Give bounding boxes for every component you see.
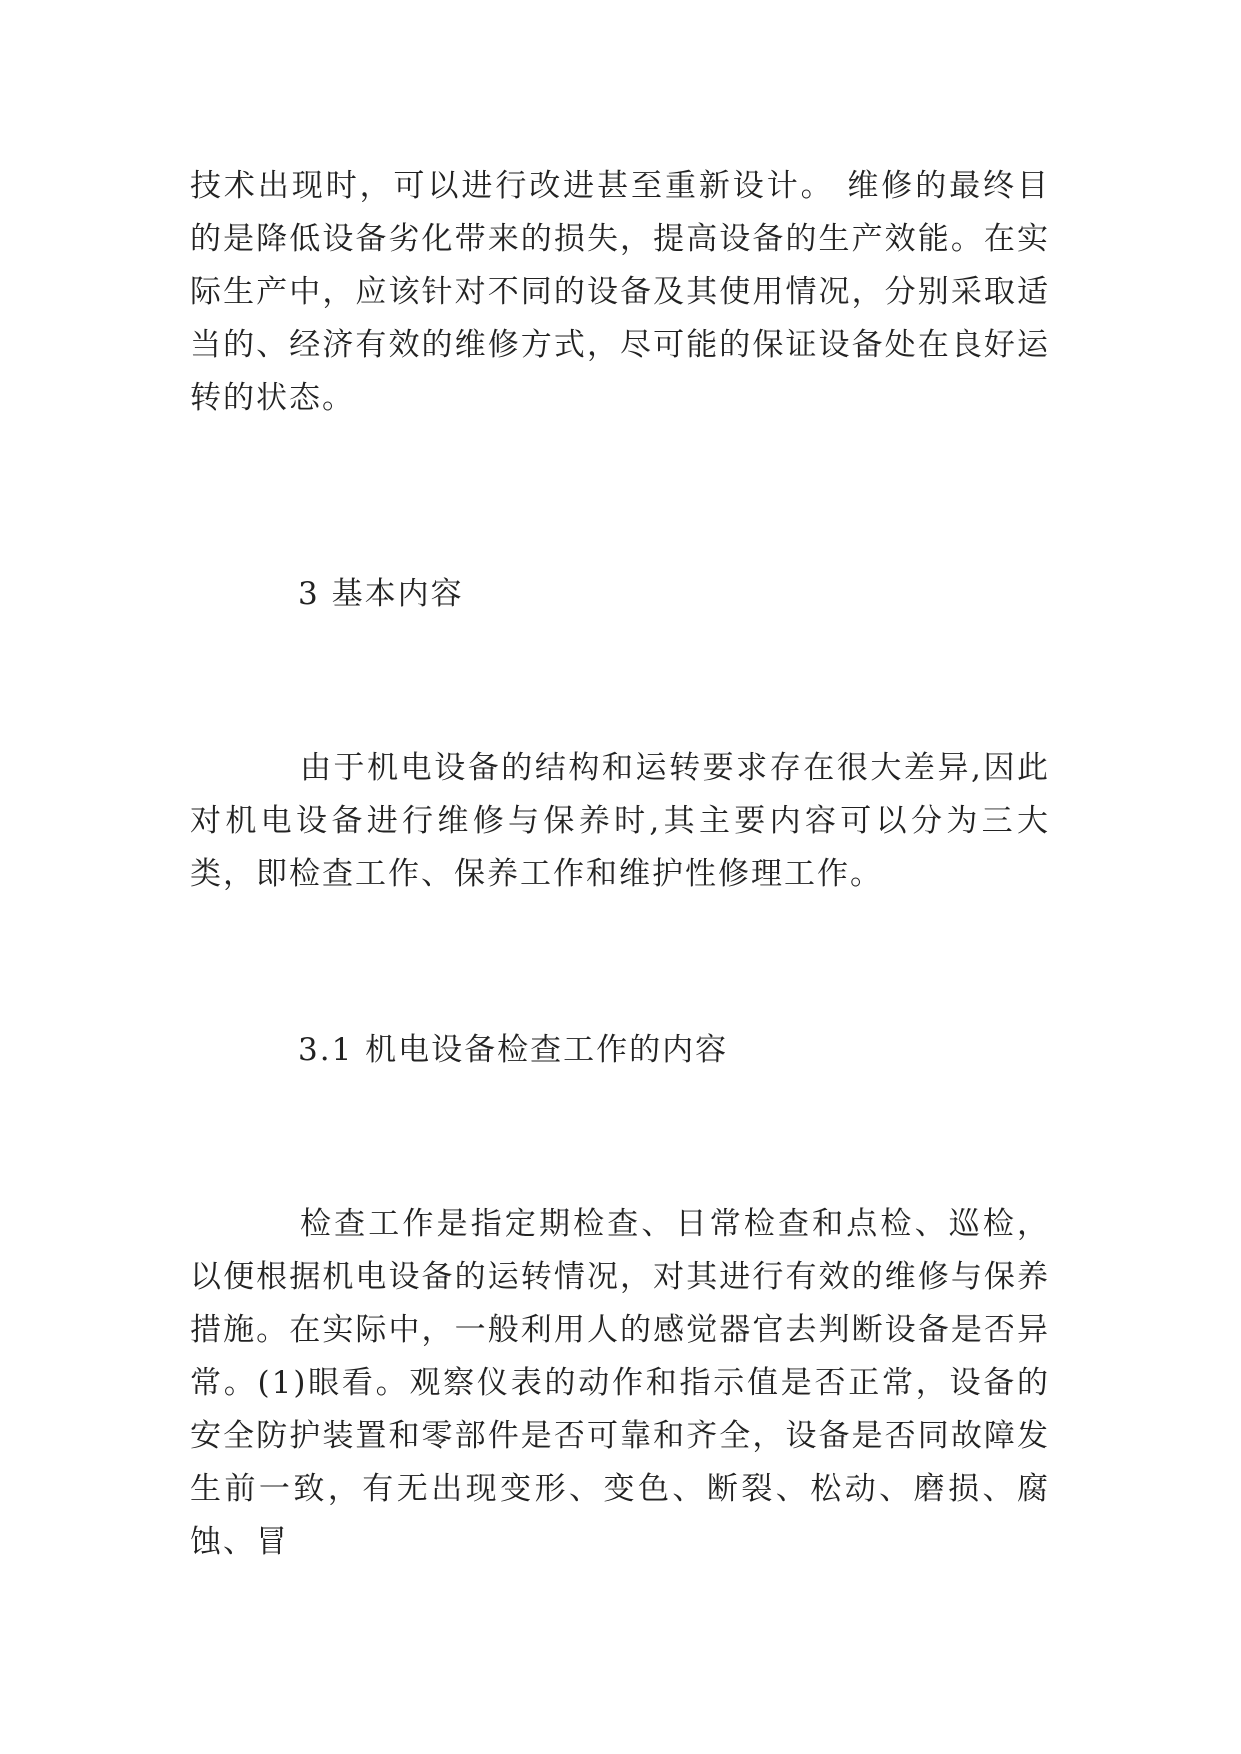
body-paragraph: 检查工作是指定期检查、日常检查和点检、巡检，以便根据机电设备的运转情况，对其进行有效的维修与保养措施。在实际中，一般利用人的感觉器官去判断设备是否异常。(1)眼看。观察仪表的动作和指示值是否正常，设备的安全防护装置和零部件是否可靠和齐全，设备是否同故障发生前一致，有无出现变形、变色、断裂、松动、磨损、腐蚀、冒 [190, 1206, 1050, 1560]
body-paragraph: 由于机电设备的结构和运转要求存在很大差异,因此对机电设备进行维修与保养时,其主要内容可以分为三大类，即检查工作、保养工作和维护性修理工作。 [190, 750, 1050, 892]
body-paragraph: 技术出现时，可以进行改进甚至重新设计。 维修的最终目的是降低设备劣化带来的损失，提高设备的生产效能。在实际生产中，应该针对不同的设备及其使用情况，分别采取适当的、经济有效的维修方式，尽可能的保证设备处在良好运转的状态。 [190, 168, 1050, 416]
subsection-heading: 3.1 机电设备检查工作的内容 [298, 1032, 729, 1068]
section-heading: 3 基本内容 [298, 576, 464, 612]
